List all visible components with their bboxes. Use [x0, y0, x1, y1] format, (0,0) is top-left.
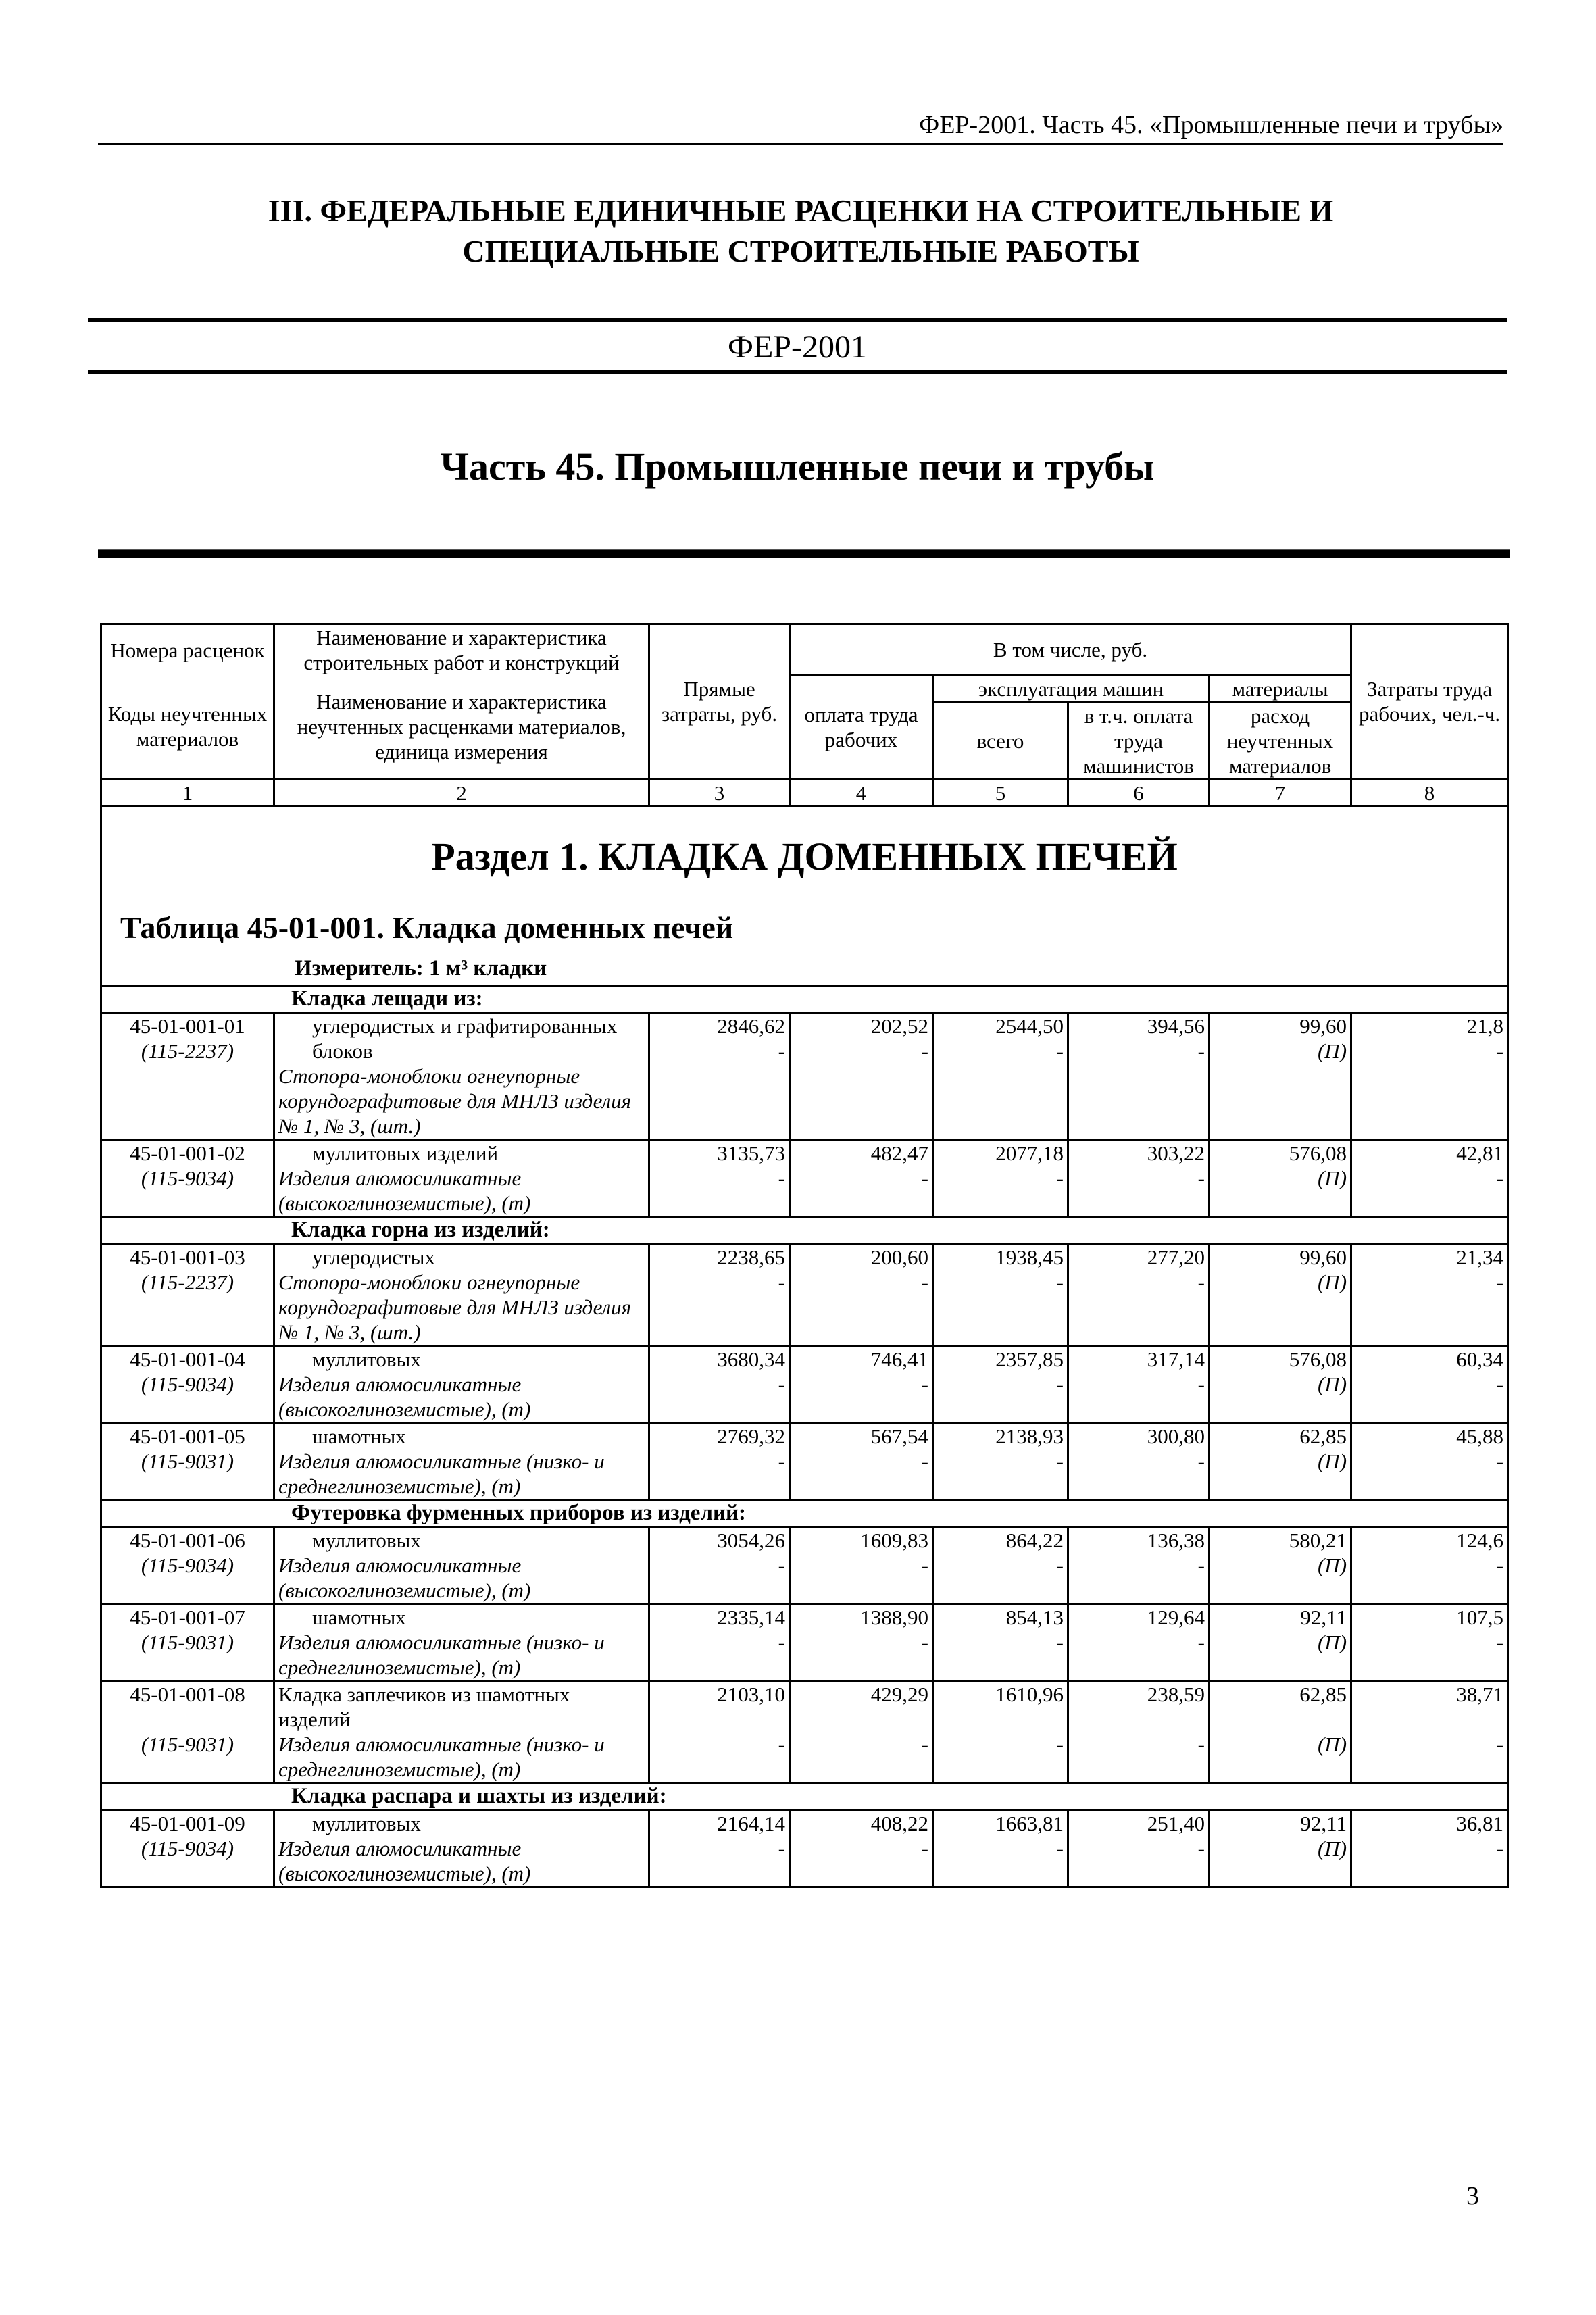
labor-cost-cell — [790, 1422, 933, 1499]
labor-hours-cell — [1351, 1345, 1508, 1422]
col5-header: всего — [933, 702, 1068, 779]
unaccounted-flag: (П) — [1317, 1836, 1347, 1860]
machinists-labor: 317,14 — [1147, 1347, 1205, 1371]
labor-hours-cell — [1351, 1810, 1508, 1887]
labor-cost: 1388,90 — [860, 1605, 928, 1629]
direct-cost: 2103,10 — [717, 1682, 785, 1706]
dash: - — [1056, 1372, 1064, 1396]
work-name-cell — [274, 1603, 649, 1681]
machines-cost-cell — [933, 1012, 1068, 1139]
col-number: 3 — [649, 779, 790, 806]
work-name: муллитовых — [312, 1347, 421, 1371]
group-header-row — [101, 1499, 1508, 1526]
direct-cost-cell — [649, 1526, 790, 1603]
labor-hours-cell — [1351, 1243, 1508, 1345]
material-code: (115-9031) — [141, 1449, 234, 1473]
rates-table — [100, 623, 1509, 1888]
direct-cost: 3135,73 — [717, 1141, 785, 1165]
table-row — [101, 1243, 1508, 1345]
materials-cell — [1210, 1810, 1351, 1887]
direct-cost-cell — [649, 1243, 790, 1345]
fer-rule-bottom — [88, 370, 1507, 374]
dash: - — [921, 1836, 928, 1860]
work-name: муллитовых изделий — [312, 1141, 499, 1165]
material-name: Изделия алюмосиликатные (высокоглиноземистые), (т) — [278, 1166, 531, 1215]
materials-cell — [1210, 1422, 1351, 1499]
labor-hours: 60,34 — [1456, 1347, 1504, 1371]
header-rule — [98, 143, 1503, 145]
labor-cost: 429,29 — [870, 1682, 928, 1706]
dash: - — [921, 1553, 928, 1577]
section-separator — [98, 550, 1510, 558]
machines-cost-cell — [933, 1139, 1068, 1216]
machinists-labor-cell — [1068, 1681, 1210, 1783]
column-numbers-row — [101, 779, 1508, 806]
dash: - — [921, 1732, 928, 1756]
labor-hours-cell — [1351, 1139, 1508, 1216]
machinists-labor-cell — [1068, 1603, 1210, 1681]
dash: - — [1496, 1836, 1504, 1860]
material-name: Изделия алюмосиликатные (низко- и среднеглиноземистые), (т) — [278, 1630, 605, 1679]
dash: - — [1496, 1166, 1504, 1190]
material-name: Изделия алюмосиликатные (низко- и среднеглиноземистые), (т) — [278, 1449, 605, 1498]
unaccounted-flag: (П) — [1317, 1039, 1347, 1063]
material-code: (115-9031) — [141, 1732, 234, 1756]
direct-cost: 2238,65 — [717, 1245, 785, 1269]
direct-cost: 3680,34 — [717, 1347, 785, 1371]
machines-cost: 2138,93 — [995, 1424, 1064, 1448]
col2-top-header: Наименование и характеристика строительных работ и конструкций — [274, 624, 649, 676]
material-name: Изделия алюмосиликатные (высокоглиноземистые), (т) — [278, 1553, 531, 1602]
dash: - — [1496, 1270, 1504, 1294]
unaccounted-flag: (П) — [1317, 1270, 1347, 1294]
machines-cost-cell — [933, 1243, 1068, 1345]
materials-cost: 576,08 — [1289, 1141, 1347, 1165]
col1-top-header: Номера расценок — [101, 624, 274, 676]
work-name-cell — [274, 1243, 649, 1345]
materials-header: материалы — [1210, 675, 1351, 702]
material-name: Изделия алюмосиликатные (высокоглиноземистые), (т) — [278, 1372, 531, 1421]
rate-code-cell — [101, 1139, 274, 1216]
labor-hours-cell — [1351, 1012, 1508, 1139]
direct-cost-cell — [649, 1012, 790, 1139]
work-name: Кладка заплечиков из шамотных изделий — [278, 1682, 570, 1731]
group-title: Кладка лещади из: — [101, 985, 1508, 1012]
part-title: Часть 45. Промышленные печи и трубы — [440, 445, 1155, 489]
rate-code-cell — [101, 1810, 274, 1887]
col6-header: в т.ч. оплата труда машинистов — [1068, 702, 1210, 779]
materials-cell — [1210, 1681, 1351, 1783]
machines-cost-cell — [933, 1810, 1068, 1887]
table-title: Таблица 45-01-001. Кладка доменных печей — [120, 910, 734, 945]
materials-cost: 580,21 — [1289, 1528, 1347, 1552]
machines-cost-cell — [933, 1526, 1068, 1603]
dash: - — [778, 1166, 785, 1190]
table-row — [101, 1526, 1508, 1603]
table-row — [101, 1603, 1508, 1681]
group-header-row — [101, 985, 1508, 1012]
dash: - — [1197, 1166, 1205, 1190]
dash: - — [1197, 1372, 1205, 1396]
material-code: (115-9034) — [141, 1372, 234, 1396]
machines-cost-cell — [933, 1681, 1068, 1783]
dash: - — [1056, 1553, 1064, 1577]
machines-cost: 1663,81 — [995, 1811, 1064, 1835]
dash: - — [778, 1553, 785, 1577]
dash: - — [1056, 1630, 1064, 1654]
direct-cost-cell — [649, 1603, 790, 1681]
unaccounted-flag: (П) — [1317, 1166, 1347, 1190]
work-name: шамотных — [312, 1605, 406, 1629]
labor-hours: 107,5 — [1456, 1605, 1504, 1629]
direct-cost: 2335,14 — [717, 1605, 785, 1629]
dash: - — [1197, 1732, 1205, 1756]
dash: - — [921, 1270, 928, 1294]
dash: - — [1197, 1836, 1205, 1860]
rate-code: 45-01-001-02 — [130, 1141, 245, 1165]
section-title: Раздел 1. КЛАДКА ДОМЕННЫХ ПЕЧЕЙ — [431, 834, 1178, 878]
machines-cost-cell — [933, 1422, 1068, 1499]
material-name: Изделия алюмосиликатные (низко- и среднеглиноземистые), (т) — [278, 1732, 605, 1781]
table-row — [101, 1422, 1508, 1499]
dash: - — [1496, 1553, 1504, 1577]
direct-cost-cell — [649, 1139, 790, 1216]
dash: - — [1496, 1372, 1504, 1396]
work-name: муллитовых — [312, 1528, 421, 1552]
dash: - — [921, 1372, 928, 1396]
machinists-labor-cell — [1068, 1012, 1210, 1139]
machines-header: эксплуатация машин — [933, 675, 1210, 702]
direct-cost-cell — [649, 1345, 790, 1422]
labor-cost-cell — [790, 1681, 933, 1783]
group-title: Кладка горна из изделий: — [101, 1216, 1508, 1243]
dash: - — [1496, 1039, 1504, 1063]
dash: - — [1197, 1630, 1205, 1654]
col-number: 1 — [101, 779, 274, 806]
rate-code-cell — [101, 1422, 274, 1499]
col1-bottom-header: Коды неучтенных материалов — [101, 675, 274, 779]
rate-code-cell — [101, 1526, 274, 1603]
table-row — [101, 1012, 1508, 1139]
labor-hours-cell — [1351, 1603, 1508, 1681]
dash: - — [778, 1630, 785, 1654]
machines-cost: 2544,50 — [995, 1014, 1064, 1038]
direct-cost-cell — [649, 1810, 790, 1887]
work-name: углеродистых — [312, 1245, 435, 1269]
section-header-cell — [101, 806, 1508, 985]
machines-cost-cell — [933, 1603, 1068, 1681]
col-number: 5 — [933, 779, 1068, 806]
group-header-row — [101, 1783, 1508, 1810]
labor-hours: 21,34 — [1456, 1245, 1504, 1269]
work-name-cell — [274, 1810, 649, 1887]
dash: - — [921, 1449, 928, 1473]
machines-cost: 1610,96 — [995, 1682, 1064, 1706]
dash: - — [1056, 1039, 1064, 1063]
direct-cost: 3054,26 — [717, 1528, 785, 1552]
machinists-labor-cell — [1068, 1526, 1210, 1603]
fer-rule-top — [88, 318, 1507, 322]
materials-cost: 92,11 — [1300, 1811, 1347, 1835]
labor-hours: 45,88 — [1456, 1424, 1504, 1448]
labor-cost: 202,52 — [870, 1014, 928, 1038]
header-row-1 — [101, 624, 1508, 676]
machinists-labor: 300,80 — [1147, 1424, 1205, 1448]
machinists-labor-cell — [1068, 1422, 1210, 1499]
material-name: Стопора-моноблоки огнеупорные корундографитовые для МНЛЗ изделия № 1, № 3, (шт.) — [278, 1270, 632, 1344]
work-name: углеродистых и графитированных блоков — [312, 1014, 618, 1063]
including-header: В том числе, руб. — [790, 624, 1351, 676]
work-name-cell — [274, 1012, 649, 1139]
col-number: 7 — [1210, 779, 1351, 806]
labor-hours: 42,81 — [1456, 1141, 1504, 1165]
machinists-labor-cell — [1068, 1810, 1210, 1887]
material-code: (115-9034) — [141, 1166, 234, 1190]
rate-code: 45-01-001-03 — [130, 1245, 245, 1269]
materials-cell — [1210, 1139, 1351, 1216]
dash: - — [1197, 1039, 1205, 1063]
unaccounted-flag: (П) — [1317, 1372, 1347, 1396]
direct-cost-cell — [649, 1681, 790, 1783]
labor-hours-cell — [1351, 1526, 1508, 1603]
col-number: 4 — [790, 779, 933, 806]
dash: - — [1056, 1836, 1064, 1860]
material-code: (115-9031) — [141, 1630, 234, 1654]
machines-cost: 864,22 — [1005, 1528, 1064, 1552]
table-row — [101, 1139, 1508, 1216]
col8-header: Затраты труда рабочих, чел.-ч. — [1351, 624, 1508, 780]
rate-code: 45-01-001-04 — [130, 1347, 245, 1371]
group-title: Кладка распара и шахты из изделий: — [101, 1783, 1508, 1810]
dash: - — [1056, 1732, 1064, 1756]
running-header: ФЕР-2001. Часть 45. «Промышленные печи и трубы» — [919, 111, 1503, 139]
dash: - — [1496, 1449, 1504, 1473]
materials-cell — [1210, 1345, 1351, 1422]
labor-cost: 1609,83 — [860, 1528, 928, 1552]
labor-cost-cell — [790, 1603, 933, 1681]
fer-label: ФЕР-2001 — [728, 329, 867, 365]
dash: - — [1056, 1449, 1064, 1473]
col4-header: оплата труда рабочих — [790, 675, 933, 779]
labor-cost: 482,47 — [870, 1141, 928, 1165]
work-name-cell — [274, 1422, 649, 1499]
dash: - — [1496, 1732, 1504, 1756]
machinists-labor-cell — [1068, 1139, 1210, 1216]
materials-cost: 62,85 — [1299, 1682, 1347, 1706]
direct-cost: 2164,14 — [717, 1811, 785, 1835]
machinists-labor: 251,40 — [1147, 1811, 1205, 1835]
labor-hours: 124,6 — [1456, 1528, 1504, 1552]
labor-cost-cell — [790, 1810, 933, 1887]
dash: - — [1197, 1553, 1205, 1577]
rate-code-cell — [101, 1345, 274, 1422]
machines-cost: 854,13 — [1005, 1605, 1064, 1629]
dash: - — [921, 1039, 928, 1063]
dash: - — [1056, 1270, 1064, 1294]
material-code: (115-2237) — [141, 1270, 234, 1294]
rate-code-cell — [101, 1603, 274, 1681]
work-name-cell — [274, 1139, 649, 1216]
chapter-title-line1: III. ФЕДЕРАЛЬНЫЕ ЕДИНИЧНЫЕ РАСЦЕНКИ НА СТРОИТЕЛЬНЫЕ И — [268, 193, 1334, 228]
dash: - — [921, 1166, 928, 1190]
rate-code: 45-01-001-08 — [130, 1682, 245, 1706]
col7-header: расход неучтенных материалов — [1210, 702, 1351, 779]
dash: - — [1197, 1449, 1205, 1473]
rate-code: 45-01-001-06 — [130, 1528, 245, 1552]
labor-cost-cell — [790, 1526, 933, 1603]
machinists-labor: 238,59 — [1147, 1682, 1205, 1706]
labor-cost: 746,41 — [870, 1347, 928, 1371]
machinists-labor-cell — [1068, 1345, 1210, 1422]
unaccounted-flag: (П) — [1317, 1630, 1347, 1654]
labor-hours: 21,8 — [1466, 1014, 1504, 1038]
machines-cost: 2357,85 — [995, 1347, 1064, 1371]
direct-cost: 2846,62 — [717, 1014, 785, 1038]
materials-cost: 99,60 — [1299, 1014, 1347, 1038]
rate-code: 45-01-001-05 — [130, 1424, 245, 1448]
unit-of-measure: Измеритель: 1 м³ кладки — [295, 955, 547, 980]
machinists-labor: 129,64 — [1147, 1605, 1205, 1629]
machinists-labor: 303,22 — [1147, 1141, 1205, 1165]
materials-cell — [1210, 1603, 1351, 1681]
dash: - — [778, 1372, 785, 1396]
materials-cost: 576,08 — [1289, 1347, 1347, 1371]
work-name: шамотных — [312, 1424, 406, 1448]
work-name-cell — [274, 1681, 649, 1783]
material-code: (115-9034) — [141, 1836, 234, 1860]
rate-code-cell — [101, 1681, 274, 1783]
page-number: 3 — [1466, 2182, 1479, 2210]
header-row-2 — [101, 675, 1508, 702]
group-header-row — [101, 1216, 1508, 1243]
machinists-labor: 394,56 — [1147, 1014, 1205, 1038]
chapter-title — [98, 191, 1503, 272]
unaccounted-flag: (П) — [1317, 1449, 1347, 1473]
col-number: 6 — [1068, 779, 1210, 806]
labor-cost-cell — [790, 1012, 933, 1139]
col-number: 2 — [274, 779, 649, 806]
labor-hours: 38,71 — [1456, 1682, 1504, 1706]
dash: - — [778, 1836, 785, 1860]
dash: - — [1496, 1630, 1504, 1654]
direct-cost: 2769,32 — [717, 1424, 785, 1448]
col3-header: Прямые затраты, руб. — [649, 624, 790, 780]
rate-code-cell — [101, 1243, 274, 1345]
dash: - — [778, 1449, 785, 1473]
table-row — [101, 1345, 1508, 1422]
material-code: (115-9034) — [141, 1553, 234, 1577]
materials-cost: 92,11 — [1300, 1605, 1347, 1629]
material-name: Изделия алюмосиликатные (высокоглиноземистые), (т) — [278, 1836, 531, 1885]
unaccounted-flag: (П) — [1317, 1553, 1347, 1577]
materials-cell — [1210, 1243, 1351, 1345]
rate-code: 45-01-001-07 — [130, 1605, 245, 1629]
machinists-labor-cell — [1068, 1243, 1210, 1345]
machinists-labor: 277,20 — [1147, 1245, 1205, 1269]
dash: - — [778, 1039, 785, 1063]
materials-cost: 99,60 — [1299, 1245, 1347, 1269]
col-number: 8 — [1351, 779, 1508, 806]
materials-cell — [1210, 1012, 1351, 1139]
work-name-cell — [274, 1345, 649, 1422]
labor-cost: 408,22 — [870, 1811, 928, 1835]
labor-cost: 200,60 — [870, 1245, 928, 1269]
work-name: муллитовых — [312, 1811, 421, 1835]
table-row — [101, 1810, 1508, 1887]
dash: - — [1197, 1270, 1205, 1294]
machinists-labor: 136,38 — [1147, 1528, 1205, 1552]
labor-hours: 36,81 — [1456, 1811, 1504, 1835]
material-code: (115-2237) — [141, 1039, 234, 1063]
direct-cost-cell — [649, 1422, 790, 1499]
material-name: Стопора-моноблоки огнеупорные корундографитовые для МНЛЗ изделия № 1, № 3, (шт.) — [278, 1064, 632, 1138]
dash: - — [778, 1270, 785, 1294]
rate-code: 45-01-001-01 — [130, 1014, 245, 1038]
group-title: Футеровка фурменных приборов из изделий: — [101, 1499, 1508, 1526]
materials-cost: 62,85 — [1299, 1424, 1347, 1448]
dash: - — [778, 1732, 785, 1756]
labor-hours-cell — [1351, 1681, 1508, 1783]
dash: - — [1056, 1166, 1064, 1190]
machines-cost-cell — [933, 1345, 1068, 1422]
dash: - — [921, 1630, 928, 1654]
materials-cell — [1210, 1526, 1351, 1603]
machines-cost: 2077,18 — [995, 1141, 1064, 1165]
unaccounted-flag: (П) — [1317, 1732, 1347, 1756]
labor-cost-cell — [790, 1139, 933, 1216]
chapter-title-line2: СПЕЦИАЛЬНЫЕ СТРОИТЕЛЬНЫЕ РАБОТЫ — [462, 234, 1139, 268]
table-row — [101, 1681, 1508, 1783]
labor-cost: 567,54 — [870, 1424, 928, 1448]
labor-cost-cell — [790, 1345, 933, 1422]
work-name-cell — [274, 1526, 649, 1603]
rate-code: 45-01-001-09 — [130, 1811, 245, 1835]
rate-code-cell — [101, 1012, 274, 1139]
section-header-row — [101, 806, 1508, 985]
labor-cost-cell — [790, 1243, 933, 1345]
labor-hours-cell — [1351, 1422, 1508, 1499]
machines-cost: 1938,45 — [995, 1245, 1064, 1269]
col2-bottom-header: Наименование и характеристика неучтенных расценками материалов, единица измерения — [274, 675, 649, 779]
